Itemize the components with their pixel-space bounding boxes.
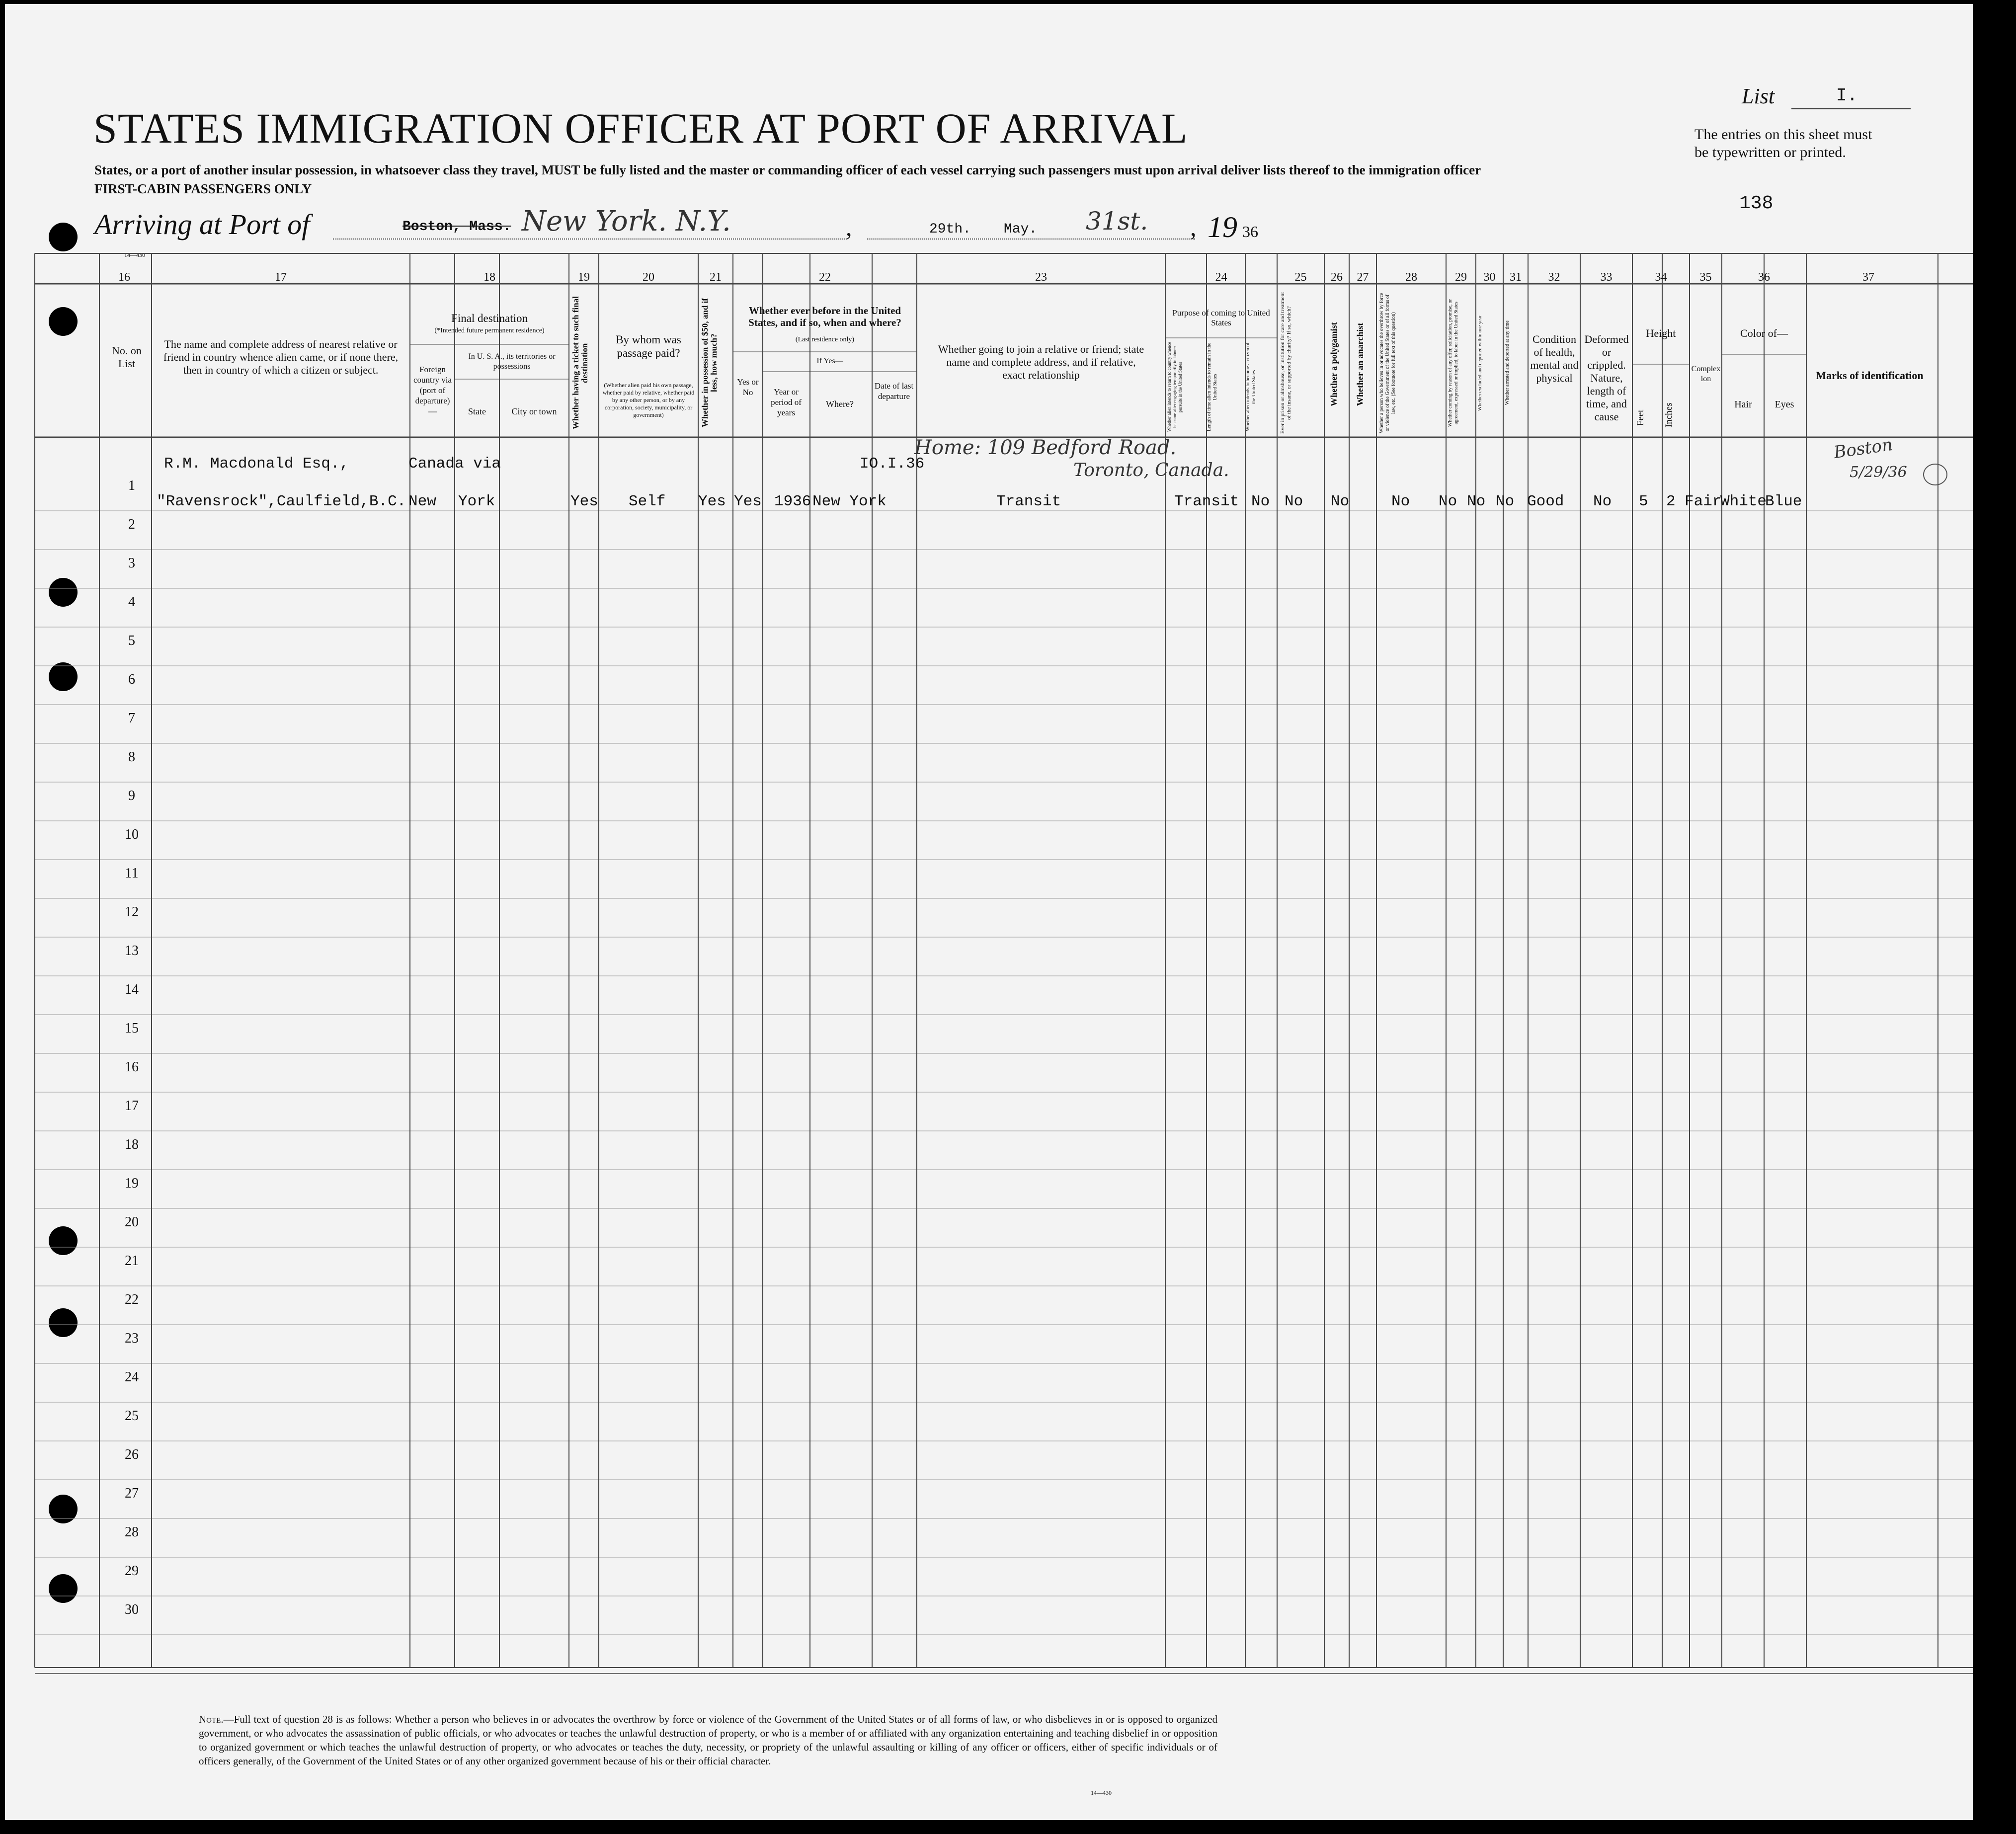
entry-dest-state: New <box>408 493 436 510</box>
column-number: 27 <box>1357 271 1369 284</box>
list-label: List <box>1742 84 1775 108</box>
header-height: Height <box>1646 327 1676 339</box>
entry-purpose: Transit <box>1174 493 1239 510</box>
header-fifty-dollars: Whether in possession of $50, and if less, how much? <box>700 298 719 428</box>
comma: , <box>1190 213 1197 241</box>
arriving-label: Arriving at Port of <box>94 208 310 240</box>
header-where: Where? <box>826 399 854 409</box>
entry-polygamist: No <box>1331 493 1350 510</box>
header-yes-or-no: Yes or No <box>737 377 759 397</box>
port-typed: Boston, Mass. <box>403 219 511 235</box>
row-number: 29 <box>125 1563 139 1579</box>
row-number: 10 <box>125 827 139 842</box>
year-prefix: 19 <box>1208 211 1237 243</box>
footnote-label: Note. <box>199 1713 224 1725</box>
row-number: 24 <box>125 1369 139 1385</box>
entry-marks-handwritten-line1: Boston <box>1832 434 1894 463</box>
header-joining-relative: Whether going to join a relative or friend; state name and complete address, and if relative, exact relationship <box>938 343 1144 381</box>
entry-citizen: No <box>1251 493 1270 510</box>
manifest-sheet <box>5 4 1973 1820</box>
row-number: 1 <box>128 478 135 493</box>
day-handwritten: 31st. <box>1086 207 1148 236</box>
entry-last-departure: IO.I.36 <box>860 455 925 473</box>
column-number: 19 <box>578 271 590 284</box>
comma: , <box>846 213 852 241</box>
entry-relative-line1: R.M. Macdonald Esq., <box>164 455 349 473</box>
entry-q31: No <box>1496 493 1515 510</box>
row-number: 30 <box>125 1602 139 1617</box>
row-number: 27 <box>125 1486 139 1501</box>
header-question-28: Whether a person who believes in or advocates the overthrow by force or violence of the Government of the United States or of all forms of law, etc. (See footnote for full text of this question) <box>1379 293 1396 433</box>
day-typed: 29th. <box>929 222 971 237</box>
entry-inches: 2 <box>1666 493 1676 510</box>
column-number: 25 <box>1294 271 1307 284</box>
header-purpose-length: Length of time alien intends to remain in the United States <box>1207 342 1218 432</box>
column-number: 29 <box>1455 271 1467 284</box>
row-number: 22 <box>125 1292 139 1307</box>
entry-complexion: Fair <box>1685 493 1722 510</box>
entry-fifty: Yes <box>698 493 726 510</box>
header-complexion: Complexion <box>1691 365 1721 383</box>
entry-dest-city: York <box>458 493 495 510</box>
form-code: 14—430 <box>124 251 145 258</box>
column-number: 34 <box>1655 271 1667 284</box>
header-excluded: Whether excluded and deported within one year <box>1477 315 1483 411</box>
header-relative-address: The name and complete address of nearest relative or friend in country whence alien came, or if none there, then in country of which a citizen or subject. <box>163 338 399 376</box>
header-arrested: Whether arrested and deported at any time <box>1505 320 1510 405</box>
row-number: 19 <box>125 1176 139 1191</box>
header-no-on-list: No. on List <box>112 344 142 370</box>
entries-note-line2: be typewritten or printed. <box>1694 144 1846 160</box>
column-number: 23 <box>1035 271 1047 284</box>
row-number: 14 <box>125 982 139 997</box>
entries-note-line1: The entries on this sheet must <box>1694 126 1872 143</box>
column-number: 28 <box>1405 271 1417 284</box>
entry-feet: 5 <box>1639 493 1648 510</box>
header-in-usa: In U. S. A., its territories or possessions <box>468 352 556 371</box>
header-purpose: Purpose of coming to United States <box>1172 308 1270 327</box>
header-final-destination-sub: (*Intended future permanent residence) <box>434 327 545 334</box>
year-suffix: 36 <box>1242 223 1258 240</box>
reviewer-initials-mark <box>1923 464 1947 485</box>
row-number: 7 <box>128 711 135 726</box>
entry-where: New York <box>812 493 887 510</box>
row-number: 9 <box>128 788 135 803</box>
header-before-in-us: Whether ever before in the United States, and if so, when and where? <box>748 305 901 328</box>
column-number: 18 <box>484 271 495 284</box>
column-number: 24 <box>1215 271 1227 284</box>
entry-q29: No <box>1439 493 1457 510</box>
row-number: 26 <box>125 1447 139 1462</box>
row-number: 20 <box>125 1214 139 1230</box>
row-number: 23 <box>125 1331 139 1346</box>
entry-deformed: No <box>1593 493 1612 510</box>
row-number: 17 <box>125 1098 139 1114</box>
row-number: 2 <box>128 517 135 532</box>
list-value: I. <box>1836 85 1858 106</box>
header-state: State <box>468 406 486 416</box>
entry-marks-handwritten-line2: 5/29/36 <box>1850 464 1907 481</box>
entry-paid-by: Self <box>629 493 666 510</box>
row-number: 11 <box>125 866 139 881</box>
entry-q30: No <box>1467 493 1486 510</box>
header-hair: Hair <box>1734 399 1752 410</box>
row-number: 8 <box>128 749 135 765</box>
column-number: 20 <box>643 271 654 284</box>
header-health: Condition of health, mental and physical <box>1530 333 1579 384</box>
row-number: 18 <box>125 1137 139 1152</box>
header-last-departure: Date of last departure <box>874 381 914 401</box>
row-number: 12 <box>125 904 139 920</box>
entry-hair: White <box>1720 493 1767 510</box>
entry-year: 1936 <box>774 493 811 510</box>
footnote-text: —Full text of question 28 is as follows: Whether a person who believes in or advocates the overthrow by force or violence of the Government of the United States or of all forms of law, or who disbelieves in or is opposed to organized government, or who advocates the assassination of public officials, or who advocates or teaches the unlawful destruction of property, or who is a member of or affiliated with any organization entertaining and teaching disbelief in or opposition to organized government or which teaches the unlawful destruction of property, or who advocates or teaches the duty, necessity, or propriety of the unlawful assaulting or killing of any officer or officers, either of specific individuals or of officers generally, of the Government of the United States or of any other organized government because of his or their official character. <box>199 1713 1217 1767</box>
row-number: 15 <box>125 1021 139 1036</box>
row-number: 16 <box>125 1059 139 1075</box>
port-handwritten: New York. N.Y. <box>522 205 731 238</box>
row-number: 13 <box>125 943 139 958</box>
header-feet: Feet <box>1635 409 1646 426</box>
column-number: 17 <box>275 271 287 284</box>
header-purpose-return: Whether alien intends to return to country whence he came after engaging temporarily in laborer pursuits in the United States <box>1167 342 1183 432</box>
header-deformed: Deformed or crippled. Nature, length of time, and cause <box>1584 333 1629 423</box>
header-city: City or town <box>511 406 557 416</box>
header-year-period: Year or period of years <box>771 387 802 417</box>
entry-anarchist: No <box>1391 493 1410 510</box>
row-number: 21 <box>125 1253 139 1269</box>
month-typed: May. <box>1004 222 1038 237</box>
entry-joining: Transit <box>996 493 1061 510</box>
column-number: 22 <box>819 271 831 284</box>
row-lines <box>35 511 1973 1635</box>
intro-line2: FIRST-CABIN PASSENGERS ONLY <box>94 181 312 196</box>
header-if-yes: If Yes— <box>816 357 843 365</box>
row-number: 28 <box>125 1524 139 1540</box>
row-number: 5 <box>128 633 135 648</box>
header-passage-paid-sub: (Whether alien paid his own passage, whether paid by relative, whether paid by any other person, or by any corporation, society, municipality, or government) <box>602 382 695 418</box>
row-number: 3 <box>128 556 135 571</box>
header-prison: Ever in prison or almshouse, or institution for care and treatment of the insane, or supported by charity? If so, which? <box>1280 292 1292 434</box>
column-number: 32 <box>1548 271 1560 284</box>
header-anarchist: Whether an anarchist <box>1355 322 1365 406</box>
column-number: 35 <box>1699 271 1712 284</box>
header-inches: Inches <box>1664 402 1674 428</box>
header-passage-paid: By whom was passage paid? <box>616 333 681 359</box>
row-number: 25 <box>125 1408 139 1424</box>
column-number: 36 <box>1758 271 1770 284</box>
row-number: 4 <box>128 594 135 610</box>
intro-line1: States, or a port of another insular possession, in whatsoever class they travel, MUST be fully listed and the master or commanding officer of each vessel carrying such passengers must upon arrival deliver lists thereof to the immigration officer <box>94 162 1481 177</box>
header-before-in-us-sub: (Last residence only) <box>795 336 855 343</box>
column-number: 31 <box>1510 271 1522 284</box>
page-number: 138 <box>1739 193 1774 214</box>
entry-joining-handwritten-line2: Toronto, Canada. <box>1073 460 1229 480</box>
header-marks-identification: Marks of identification <box>1816 369 1924 382</box>
column-number: 21 <box>710 271 722 284</box>
row-number: 6 <box>128 672 135 687</box>
header-polygamist: Whether a polygamist <box>1329 322 1339 406</box>
column-number: 26 <box>1331 271 1343 284</box>
header-final-destination: Final destination <box>451 312 528 324</box>
header-offer-labor: Whether coming by reason of any offer, solicitation, promise, or agreement, expressed or implied, to labor in the United States <box>1448 299 1459 427</box>
entry-prison: No <box>1285 493 1303 510</box>
form-title: STATES IMMIGRATION OFFICER AT PORT OF ARRIVAL <box>93 104 1188 152</box>
entry-relative-line2: "Ravensrock",Caulfield,B.C. <box>157 493 406 510</box>
footnote-form-code: 14—430 <box>1091 1789 1112 1796</box>
entry-joining-handwritten-line1: Home: 109 Bedford Road. <box>914 436 1177 459</box>
header-eyes: Eyes <box>1774 399 1794 410</box>
entry-eyes: Blue <box>1765 493 1802 510</box>
entry-health: Good <box>1527 493 1564 510</box>
entry-foreign-via: Canada via <box>408 455 501 473</box>
header-purpose-citizen: Whether alien intends to become a citizen of the United States <box>1245 342 1257 432</box>
column-number: 37 <box>1862 271 1874 284</box>
header-ticket: Whether having a ticket to such final destination <box>571 296 589 430</box>
footnote <box>199 1712 1217 1768</box>
entry-ticket: Yes <box>570 493 598 510</box>
column-number: 33 <box>1600 271 1613 284</box>
column-number: 16 <box>118 271 130 284</box>
header-color-of: Color of— <box>1740 327 1788 339</box>
header-foreign-via: Foreign country via (port of departure)— <box>413 365 452 416</box>
column-number: 30 <box>1483 271 1496 284</box>
entry-before-us: Yes <box>734 493 762 510</box>
